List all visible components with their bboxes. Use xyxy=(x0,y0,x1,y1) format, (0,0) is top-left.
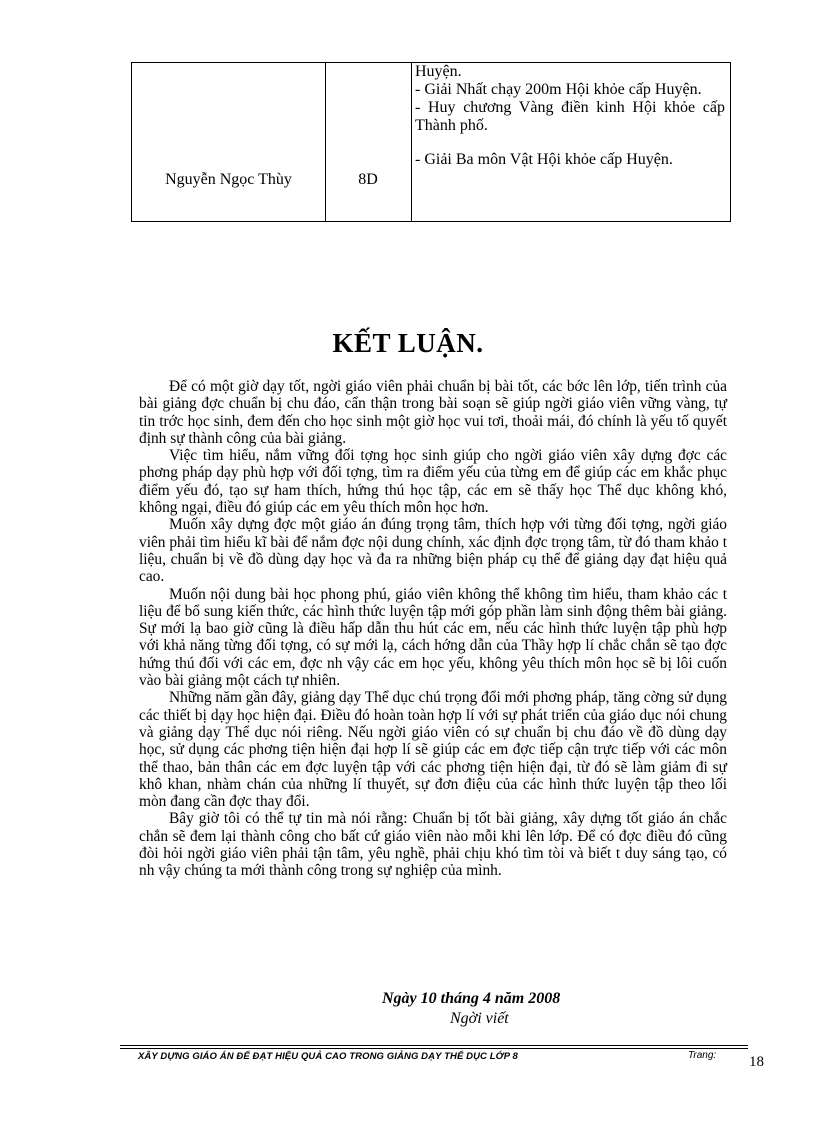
award-item: - Giải Nhất chạy 200m Hội khỏe cấp Huyện. xyxy=(415,81,702,98)
paragraph: Muốn nội dung bài học phong phú, giáo viên không thể không tìm hiểu, tham khảo các t liệu để bổ sung kiến thức, các hình thức luyện tập mới góp phần làm sinh động thêm bài giảng. Sự mới lạ bao giờ cũng là điều hấp dẫn thu hút các em, nếu các hình thức luyện tập phù hợp với khả năng từng đối tợng, có sự mới lạ, cách hớng dẫn của Thầy hợp lí chắc chắn sẽ tạo đợc hứng thú đối với các em, đợc nh vậy các em học yếu, không yêu thích môn học sẽ bị lôi cuốn vào bài giảng một cách tự nhiên. xyxy=(139,585,727,690)
footer-title: XÂY DỰNG GIÁO ÁN ĐỂ ĐẠT HIỆU QUẢ CAO TRONG GIẢNG DẠY THỂ DỤC LỚP 8 xyxy=(138,1051,518,1062)
award-item: - Huy chương Vàng điền kinh Hội khỏe cấp Thành phố. xyxy=(415,99,725,134)
paragraph: Việc tìm hiểu, nắm vững đối tợng học sinh giúp cho ngời giáo viên xây dựng đợc các phơng pháp dạy phù hợp với đối tợng, tìm ra điểm yếu của từng em để giúp các em khắc phục điểm yếu đó, tạo sự ham thích, hứng thú học tập, các em sẽ thấy học Thể dục không khó, không ngại, điều đó giúp các em yêu thích môn học hơn. xyxy=(139,447,727,517)
student-name: Nguyễn Ngọc Thùy xyxy=(165,171,292,188)
table-divider xyxy=(411,63,412,221)
signature-writer: Ngời viết xyxy=(450,1010,509,1027)
conclusion-body xyxy=(139,378,727,880)
table-divider xyxy=(325,63,326,221)
award-table xyxy=(131,62,731,222)
paragraph: Muốn xây dựng đợc một giáo án đúng trọng tâm, thích hợp với từng đối tợng, ngời giáo viên phải tìm hiểu kĩ bài để nắm đợc nội dung chính, xác định đợc trọng tâm, từ đó tham khảo t liệu, chuẩn bị về đồ dùng dạy học và đa ra những biện pháp cụ thể để giảng dạy đạt hiệu quả cao. xyxy=(139,516,727,586)
paragraph: Để có một giờ dạy tốt, ngời giáo viên phải chuẩn bị bài tốt, các bớc lên lớp, tiến trình của bài giảng đợc chuẩn bị chu đáo, cẩn thận trong bài soạn sẽ giúp ngời giáo viên vững vàng, tự tin trớc học sinh, đem đến cho học sinh một giờ học vui tơi, thoải mái, đó chính là yếu tố quyết định sự thành công của bài giảng. xyxy=(139,378,727,447)
paragraph: Những năm gần đây, giảng dạy Thể dục chú trọng đổi mới phơng pháp, tăng cờng sử dụng các thiết bị dạy học hiện đại. Điều đó hoàn toàn hợp lí với sự phát triển của giáo dục nói chung và giảng dạy Thể dục nói riêng. Nếu ngời giáo viên có sự chuẩn bị chu đáo về đồ dùng dạy học, sử dụng các phơng tiện hiện đại hợp lí sẽ giúp các em đợc tiếp cận trực tiếp với các môn thể thao, bản thân các em đợc luyện tập với các phơng tiện hiện đại, từ đó sẽ làm giảm đi sự khô khan, nhàm chán của những lí thuyết, sự đơn điệu của các hình thức luyện tập theo lối mòn đang cần đợc thay đổi. xyxy=(139,689,727,811)
footer-rule xyxy=(120,1045,748,1046)
footer-page-label: Trang: xyxy=(688,1050,717,1061)
award-list xyxy=(415,63,725,169)
section-heading: KẾT LUẬN. xyxy=(332,328,484,358)
paragraph: Bây giờ tôi có thể tự tin mà nói rằng: Chuẩn bị tốt bài giảng, xây dựng tốt giáo án chắc chắn sẽ đem lại thành công cho bất cứ giáo viên nào mỗi khi lên lớp. Để có đợc điều đó cũng đòi hỏi ngời giáo viên phải tận tâm, yêu nghề, phải chịu khó tìm tòi và biết t duy sáng tạo, có nh vậy chúng ta mới thành công trong sự nghiệp của mình. xyxy=(139,810,727,880)
student-class: 8D xyxy=(358,171,378,188)
page-number: 18 xyxy=(749,1054,764,1070)
signature-date: Ngày 10 tháng 4 năm 2008 xyxy=(382,990,561,1007)
footer-rule xyxy=(120,1048,748,1049)
award-item: - Giải Ba môn Vật Hội khỏe cấp Huyện. xyxy=(415,151,673,168)
award-item: Huyện. xyxy=(415,63,462,80)
